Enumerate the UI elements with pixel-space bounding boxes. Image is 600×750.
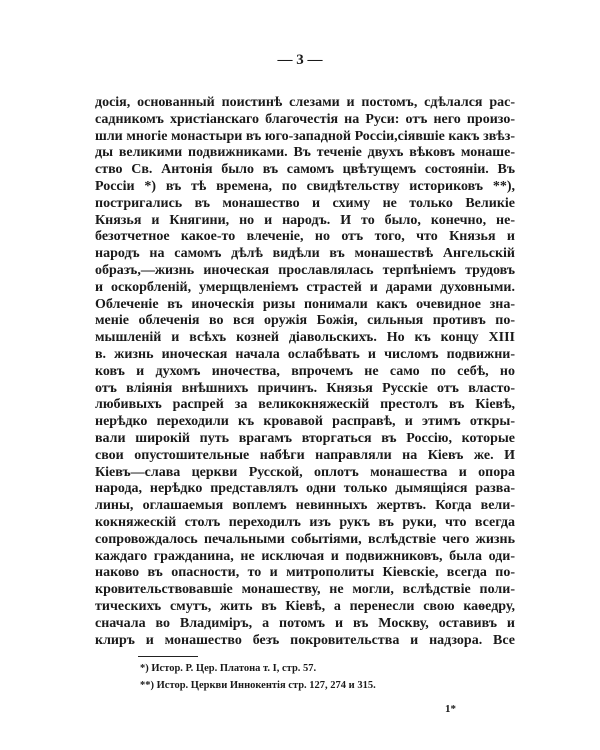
text-line: Облеченіе въ иноческія ризы понимали какъ очевидное зна- bbox=[95, 296, 515, 312]
text-line: мышленій и всѣхъ козней діавольскихъ. Но къ концу XIII bbox=[95, 330, 515, 346]
footnote-1: *) Истор. Р. Цер. Платона т. I, стр. 57. bbox=[140, 663, 317, 674]
text-line: безотчетное какое-то влеченіе, но отъ того, что Князья и bbox=[95, 229, 515, 245]
footnote-divider bbox=[138, 656, 198, 657]
text-line: каждаго гражданина, не исключая и подвижниковъ, была оди- bbox=[95, 548, 515, 564]
text-line: вали широкій путь врагамъ вторгаться въ Россію, которые bbox=[95, 430, 515, 446]
text-line: ды великими подвижниками. Въ теченіе двухъ вѣковъ монаше- bbox=[95, 145, 515, 161]
text-line: кровительствовавшіе монашеству, не могли, вслѣдствіе поли- bbox=[95, 582, 515, 598]
text-line: сопровождалось печальными событіями, вслѣдствіе чего жизнь bbox=[95, 531, 515, 547]
text-line: в. жизнь иноческая начала ослабѣвать и числомъ подвижни- bbox=[95, 346, 515, 362]
body-text bbox=[95, 95, 515, 649]
text-line: образъ,—жизнь иноческая прославлялась терпѣніемъ трудовъ bbox=[95, 262, 515, 278]
text-line: ство Св. Антонія было въ самомъ цвѣтущемъ состояніи. Въ bbox=[95, 162, 515, 178]
text-line: Кіевъ—слава церкви Русской, оплотъ монашества и опора bbox=[95, 464, 515, 480]
text-line: народа, нерѣдко представлялъ одни только дымящіяся разва- bbox=[95, 481, 515, 497]
text-line: досія, основанный поистинѣ слезами и постомъ, сдѣлался рас- bbox=[95, 95, 515, 110]
text-line: народъ на самомъ дѣлѣ видѣли въ монашествѣ Ангельскій bbox=[95, 246, 515, 262]
text-line: тическихъ смутъ, жить въ Кіевѣ, а перенесли свою каѳедру, bbox=[95, 598, 515, 614]
text-line: наково въ опасности, то и митрополиты Кіевскіе, всегда по- bbox=[95, 565, 515, 581]
text-line: шли многіе монастыри въ юго-западной Россіи,сіявшіе какъ звѣз- bbox=[95, 128, 515, 144]
text-line: и оскорбленій, умерщвленіемъ страстей и дарами духовными. bbox=[95, 279, 515, 295]
text-line: свои опустошительные набѣги направляли на Кіевъ же. И bbox=[95, 447, 515, 463]
signature-mark: 1* bbox=[445, 703, 456, 715]
text-line: клиръ и монашество безъ покровительства и надзора. Все bbox=[95, 632, 515, 648]
text-line: Князья и Княгини, но и народъ. И то было, конечно, не- bbox=[95, 212, 515, 228]
text-line: любивыхъ распрей за великокняжескій престолъ въ Кіевѣ, bbox=[95, 397, 515, 413]
text-line: садникомъ христіанскаго благочестія на Руси: отъ него произо- bbox=[95, 111, 515, 127]
text-line: ковъ и духомъ иночества, впрочемъ не само по себѣ, но bbox=[95, 363, 515, 379]
text-line: меніе облеченія во вся оружія Божія, сильныя противъ по- bbox=[95, 313, 515, 329]
text-line: кокняжескій столъ переходилъ изъ рукъ въ руки, что всегда bbox=[95, 514, 515, 530]
text-line: постригались въ монашество и схиму не только Великіе bbox=[95, 195, 515, 211]
footnotes bbox=[140, 660, 376, 694]
text-line: нерѣдко переходили къ кровавой расправѣ, и этимъ откры- bbox=[95, 414, 515, 430]
page-number: — 3 — bbox=[277, 52, 323, 68]
footnote-2: **) Истор. Церкви Иннокентія стр. 127, 274 и 315. bbox=[140, 680, 376, 691]
text-line: сначала во Владиміръ, а потомъ и въ Москву, оставивъ и bbox=[95, 615, 515, 631]
text-line: отъ вліянія внѣшнихъ причинъ. Князья Русскіе отъ власто- bbox=[95, 380, 515, 396]
text-line: лины, оглашаемыя воплемъ невинныхъ жертвъ. Когда вели- bbox=[95, 498, 515, 514]
text-line: Россіи *) въ тѣ времена, по свидѣтельству историковъ **), bbox=[95, 178, 515, 194]
